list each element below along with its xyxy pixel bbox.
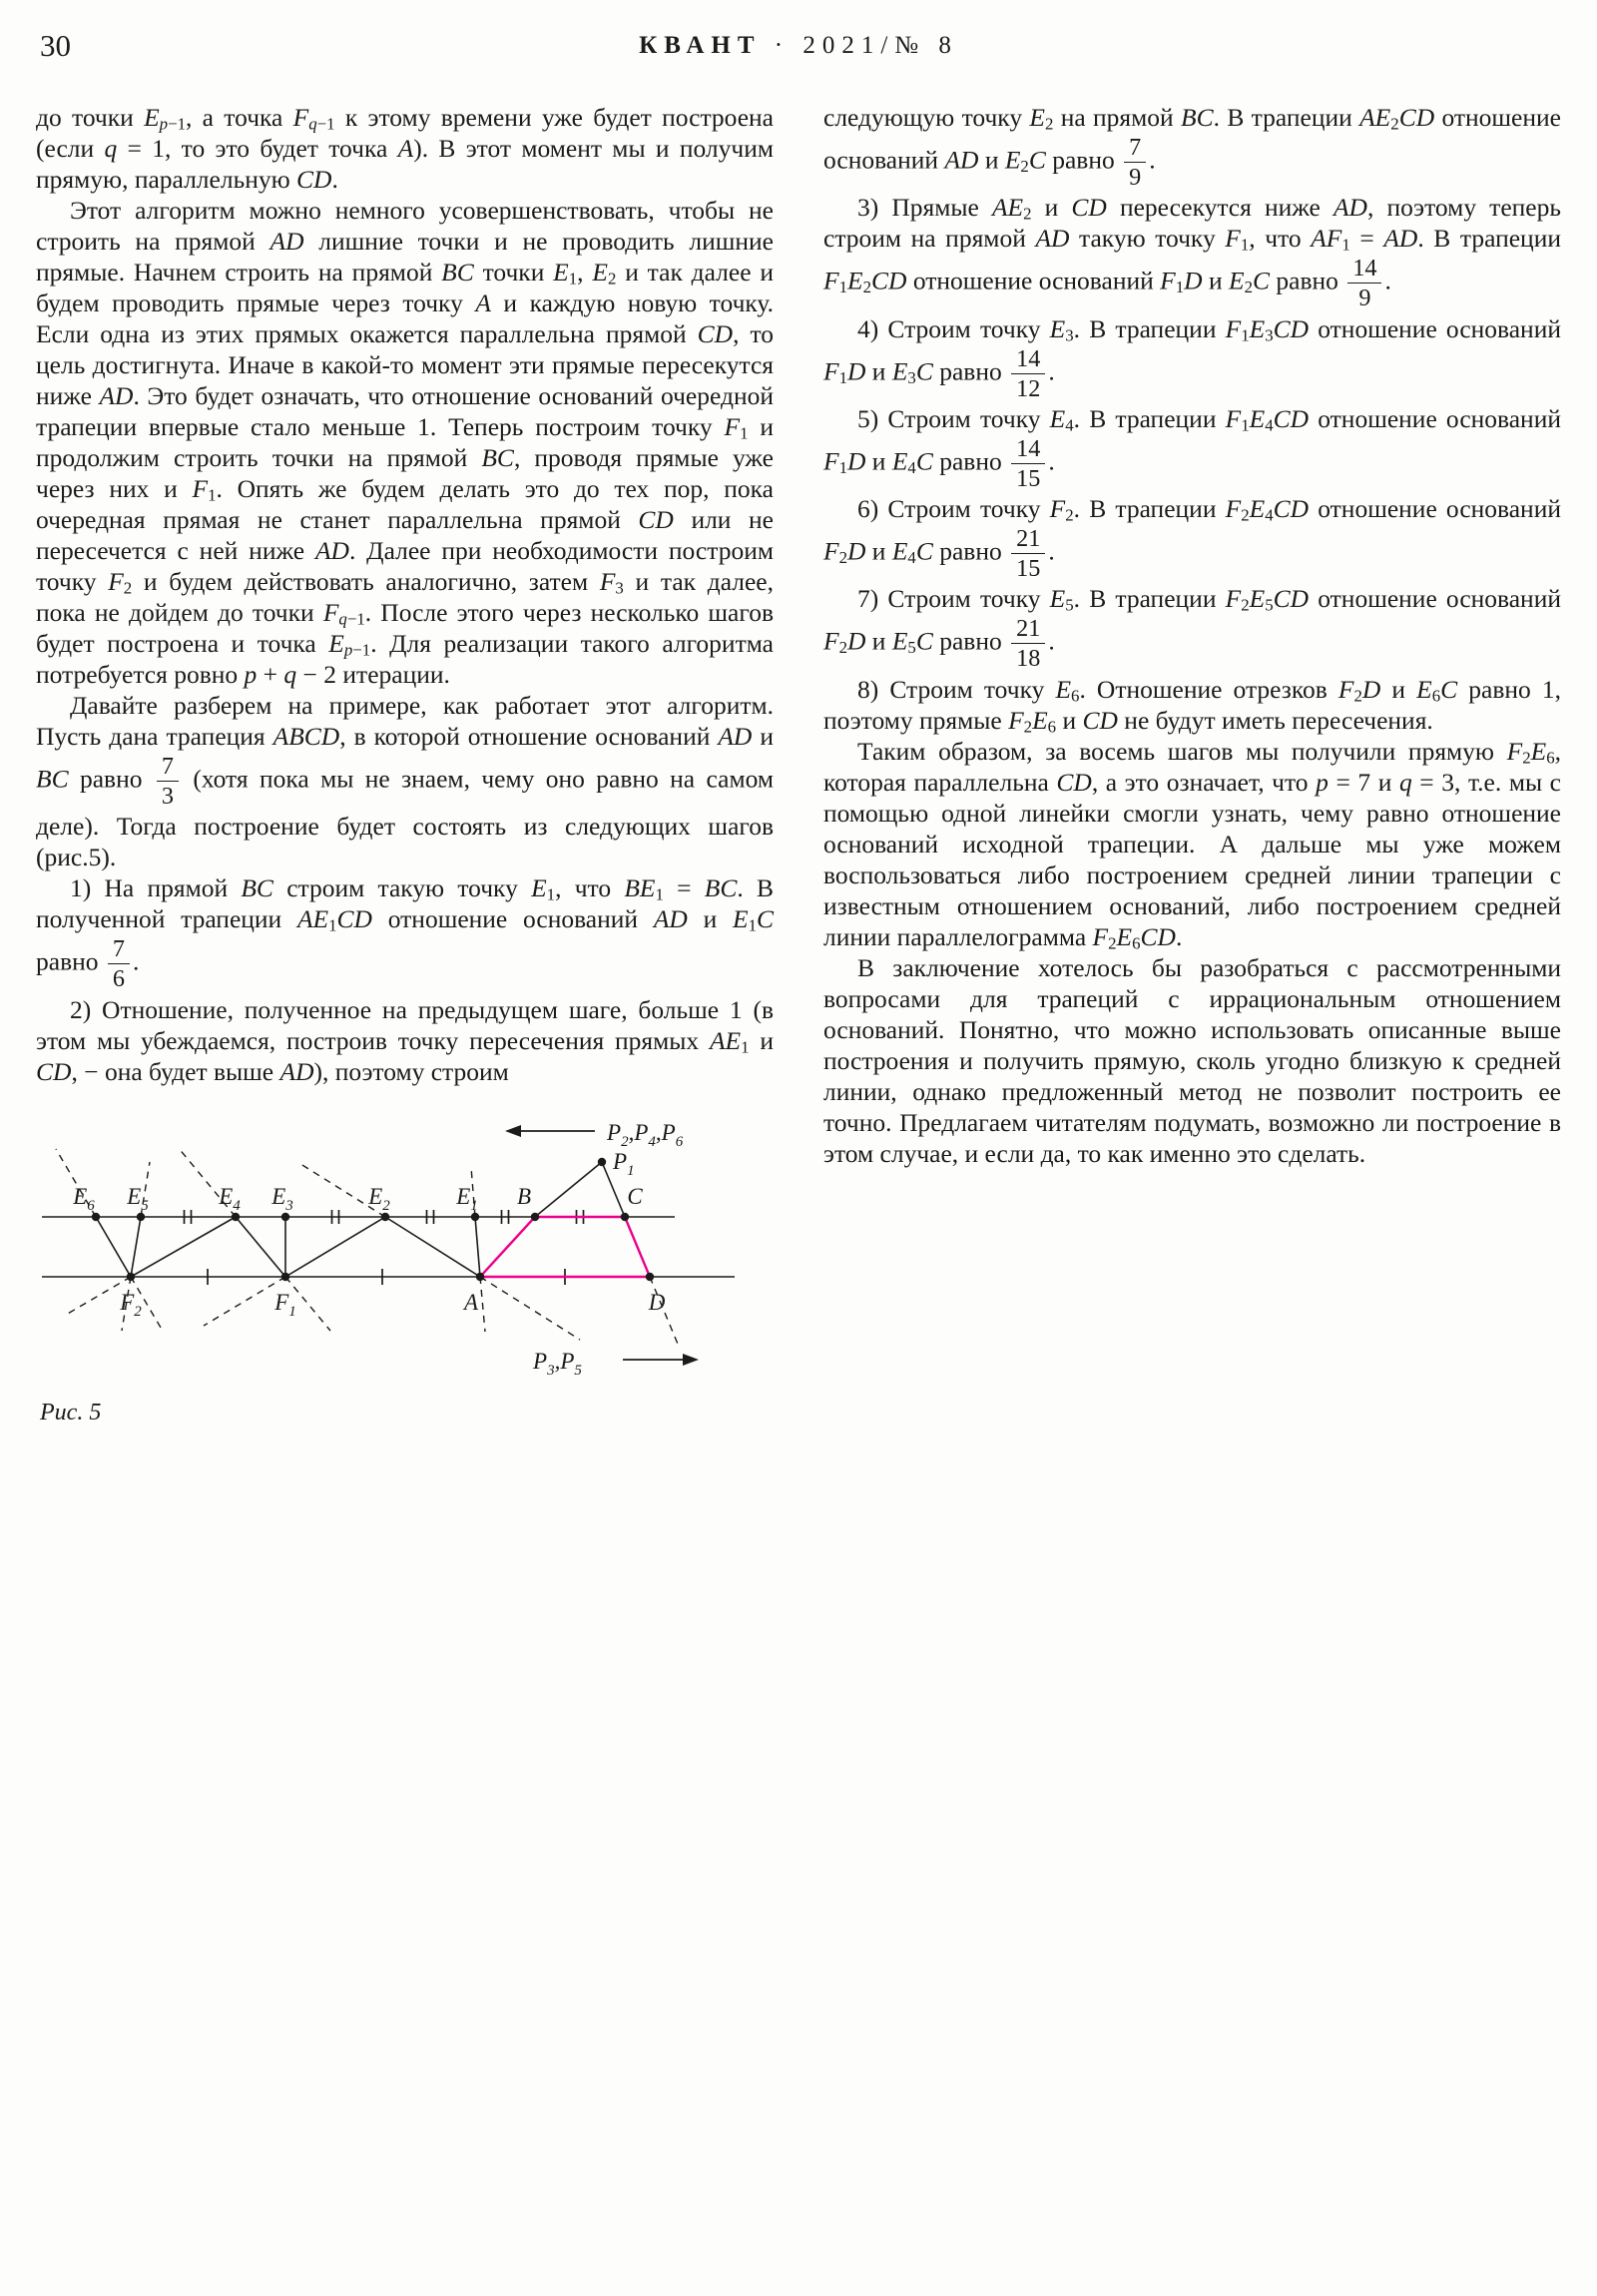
left-arrowhead-icon <box>505 1125 521 1137</box>
paragraph-conclusion: Таким образом, за восемь шагов мы получили прямую $F_2E_6$, которая параллельна CD, а это означает, что p = 7 и q = 3, т.е. мы с помощью одной линейки смогли узнать, чему равно отношение оснований исходной трапеции. А дальше мы уже можем воспользоваться либо построением средней линии трапеции с известным отношением оснований, либо построением средней линии параллелограмма $F_2E_6CD$. <box>823 736 1561 953</box>
label-p2-p4-p6: $P_2,P_4,P_6$ <box>607 1119 684 1150</box>
paragraph-continuation: следующую точку $E_2$ на прямой BC. В трапеции $AE_2CD$ отношение оснований AD и $E_2C$ равно $\frac{7}{9}$ . <box>823 103 1561 192</box>
label-p3-p5: $P_3,P_5$ <box>533 1348 582 1379</box>
figure-5 <box>36 1117 774 1429</box>
journal-header <box>36 26 1561 60</box>
paragraph-step-3: 3) Прямые $AE_2$ и CD пересекутся ниже AD, поэтому теперь строим на прямой AD такую точку $F_1$, что $AF_1$ = AD. В трапеции $F_1E_2CD$ отношение оснований $F_1D$ и $E_2C$ равно $\frac{14}{9}$ . <box>823 193 1561 312</box>
paragraph-step-5: 5) Строим точку $E_4$. В трапеции $F_1E_4CD$ отношение оснований $F_1D$ и $E_4C$ равно $\frac{14}{15}$ . <box>823 403 1561 492</box>
construction-diagram <box>36 1117 777 1382</box>
point-label-d: D <box>648 1289 666 1315</box>
left-column <box>36 102 774 1429</box>
point-label-e4: $E_4$ <box>219 1183 241 1214</box>
journal-issue: 2021/№ 8 <box>802 32 958 59</box>
trapezoid-abcd <box>480 1217 650 1277</box>
right-column <box>823 102 1561 1429</box>
arrow-p246 <box>505 1120 684 1150</box>
arrow-p35 <box>532 1349 699 1379</box>
right-arrowhead-icon <box>683 1354 699 1366</box>
point-label-e3: $E_3$ <box>271 1183 293 1214</box>
paragraph-step-4: 4) Строим точку $E_3$. В трапеции $F_1E_3CD$ отношение оснований $F_1D$ и $E_3C$ равно $\frac{14}{12}$ . <box>823 313 1561 402</box>
two-column-layout <box>36 102 1561 1429</box>
paragraph-step-6: 6) Строим точку $F_2$. В трапеции $F_2E_4CD$ отношение оснований $F_2D$ и $E_4C$ равно $\frac{21}{15}$ . <box>823 494 1561 583</box>
point-label-p1: $P_1$ <box>613 1148 635 1179</box>
tick-marks <box>185 1210 584 1285</box>
masthead <box>36 26 1561 74</box>
paragraph-algorithm: Этот алгоритм можно немного усовершенствовать, чтобы не строить на прямой AD лишние точки и не проводить лишние прямые. Начнем строить на прямой BC точки $E_1$, $E_2$ и так далее и будем проводить прямые через точку A и каждую новую точку. Если одна из этих прямых окажется параллельна прямой CD, то цель достигнута. Иначе в какой-то момент эти прямые пересекутся ниже AD. Это будет означать, что отношение оснований очередной трапеции впервые стало меньше 1. Теперь построим точку $F_1$ и продолжим строить точки на прямой BC, проводя прямые уже через них и $F_1$. Опять же будем делать это до тех пор, пока очередная прямая не станет параллельна прямой CD или не пересечется с ней ниже AD. Далее при необходимости построим точку $F_2$ и будем действовать аналогично, затем $F_3$ и так далее, пока не дойдем до точки $F_{q-1}$. После этого через несколько шагов будет построена и точка $E_{p-1}$. Для реализации такого алгоритма потребуется ровно p + q − 2 итерации. <box>36 196 775 689</box>
point-label-e5: $E_5$ <box>127 1183 149 1214</box>
point-label-f2: $F_2$ <box>120 1289 142 1320</box>
paragraph-step-2: 2) Отношение, полученное на предыдущем шаге, больше 1 (в этом мы убеждаемся, построив точку пересечения прямых $AE_1$ и CD, − она будет выше AD), поэтому строим <box>36 994 774 1086</box>
paragraph-example-intro: Давайте разберем на примере, как работает этот алгоритм. Пусть дана трапеция ABCD, в которой отношение оснований AD и BC равно $\frac{7}{3}$ (хотя пока мы не знаем, чему оно равно на самом деле). Тогда построение будет состоять из следующих шагов (рис.5). <box>36 691 774 872</box>
paragraph-continuation: до точки $E_{p-1}$, а точка $F_{q-1}$ к этому времени уже будет построена (если q = 1, то это будет точка A). В этот момент мы и получим прямую, параллельную CD. <box>36 103 774 194</box>
header-separator: · <box>774 32 791 59</box>
point-label-e1: $E_1$ <box>456 1183 478 1214</box>
point-labels <box>72 1149 665 1320</box>
paragraph-step-8: 8) Строим точку $E_6$. Отношение отрезков $F_2D$ и $E_6C$ равно 1, поэтому прямые $F_2E_6$ и CD не будут иметь пересечения. <box>823 674 1561 737</box>
point-label-b: B <box>516 1183 532 1209</box>
construction-points <box>92 1157 654 1280</box>
point-label-f1: $F_1$ <box>274 1289 296 1320</box>
figure-caption: Рис. 5 <box>40 1399 102 1426</box>
dashed-extension-lines <box>56 1147 680 1349</box>
paragraph-step-7: 7) Строим точку $E_5$. В трапеции $F_2E_5CD$ отношение оснований $F_2D$ и $E_5C$ равно $\frac{21}{18}$ . <box>823 584 1561 673</box>
paragraph-step-1: 1) На прямой BC строим такую точку $E_1$, что $BE_1$ = BC. В полученной трапеции $AE_1CD$ отношение оснований AD и $E_1C$ равно $\frac{7}{6}$ . <box>36 873 774 993</box>
point-label-e2: $E_2$ <box>368 1183 390 1214</box>
paragraph-closing: В заключение хотелось бы разобраться с рассмотренными вопросами для трапеций с иррациональным отношением оснований. Понятно, что можно использовать описанные выше построения и получить прямую, сколь угодно близкую к средней линии, однако предложенный метод не позволит построить ее точно. Предлагаем читателям подумать, возможно ли построение в этом случае, и если да, то как именно это сделать. <box>823 952 1561 1168</box>
point-label-c: C <box>627 1183 643 1209</box>
page-number: 30 <box>40 28 71 63</box>
point-label-a: A <box>463 1289 479 1315</box>
journal-title: КВАНТ <box>639 32 762 59</box>
point-label-e6: $E_6$ <box>73 1183 95 1214</box>
